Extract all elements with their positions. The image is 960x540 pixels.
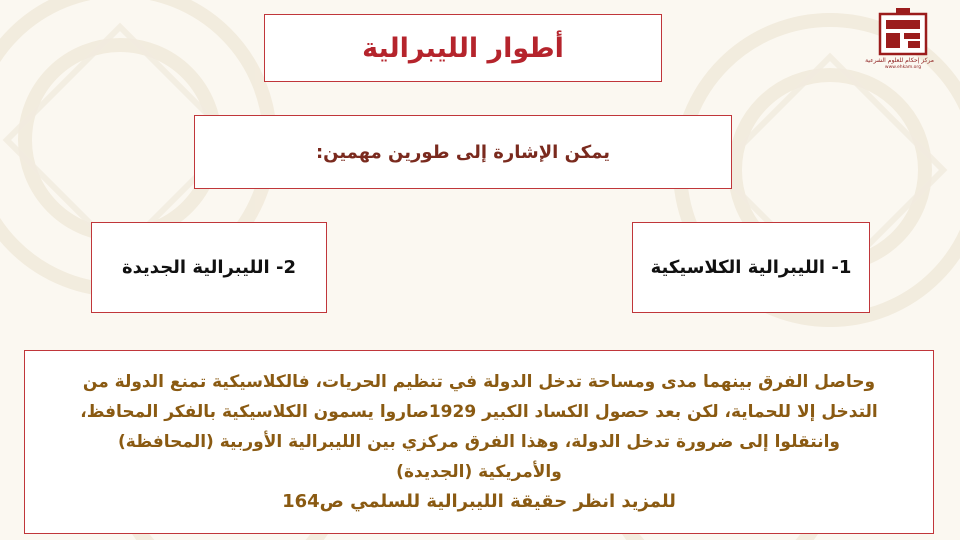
logo-url: www.ehkam.org (884, 65, 922, 70)
ehkam-logo (865, 8, 934, 76)
reference-text: للمزيد انظر حقيقة الليبرالية للسلمي ص164 (282, 491, 676, 512)
summary-line: والأمريكية (الجديدة) (396, 462, 562, 482)
stage-2-box (91, 222, 327, 313)
title-box (264, 14, 662, 82)
stage-2-label: 2- الليبرالية الجديدة (122, 257, 296, 278)
summary-box (24, 350, 934, 534)
summary-line: وانتقلوا إلى ضرورة تدخل الدولة، وهذا الفرق مركزي بين الليبرالية الأوربية (المحافظة) (118, 432, 840, 452)
slide-title: أطوار الليبرالية (362, 32, 564, 64)
logo-subtitle: مركز إحكام للعلوم الشرعية (865, 57, 934, 64)
summary-line: وحاصل الفرق بينهما مدى ومساحة تدخل الدولة في تنظيم الحريات، فالكلاسيكية تمنع الدولة من (82, 372, 876, 392)
summary-line: التدخل إلا للحماية، لكن بعد حصول الكساد الكبير 1929صاروا يسمون الكلاسيكية بالفكر المحافظ، (80, 402, 878, 422)
ehkam-logo-mark (878, 8, 928, 56)
intro-text: يمكن الإشارة إلى طورين مهمين: (315, 141, 611, 163)
stage-1-label: 1- الليبرالية الكلاسيكية (650, 257, 852, 278)
stage-1-box (632, 222, 870, 313)
intro-box (194, 115, 732, 189)
